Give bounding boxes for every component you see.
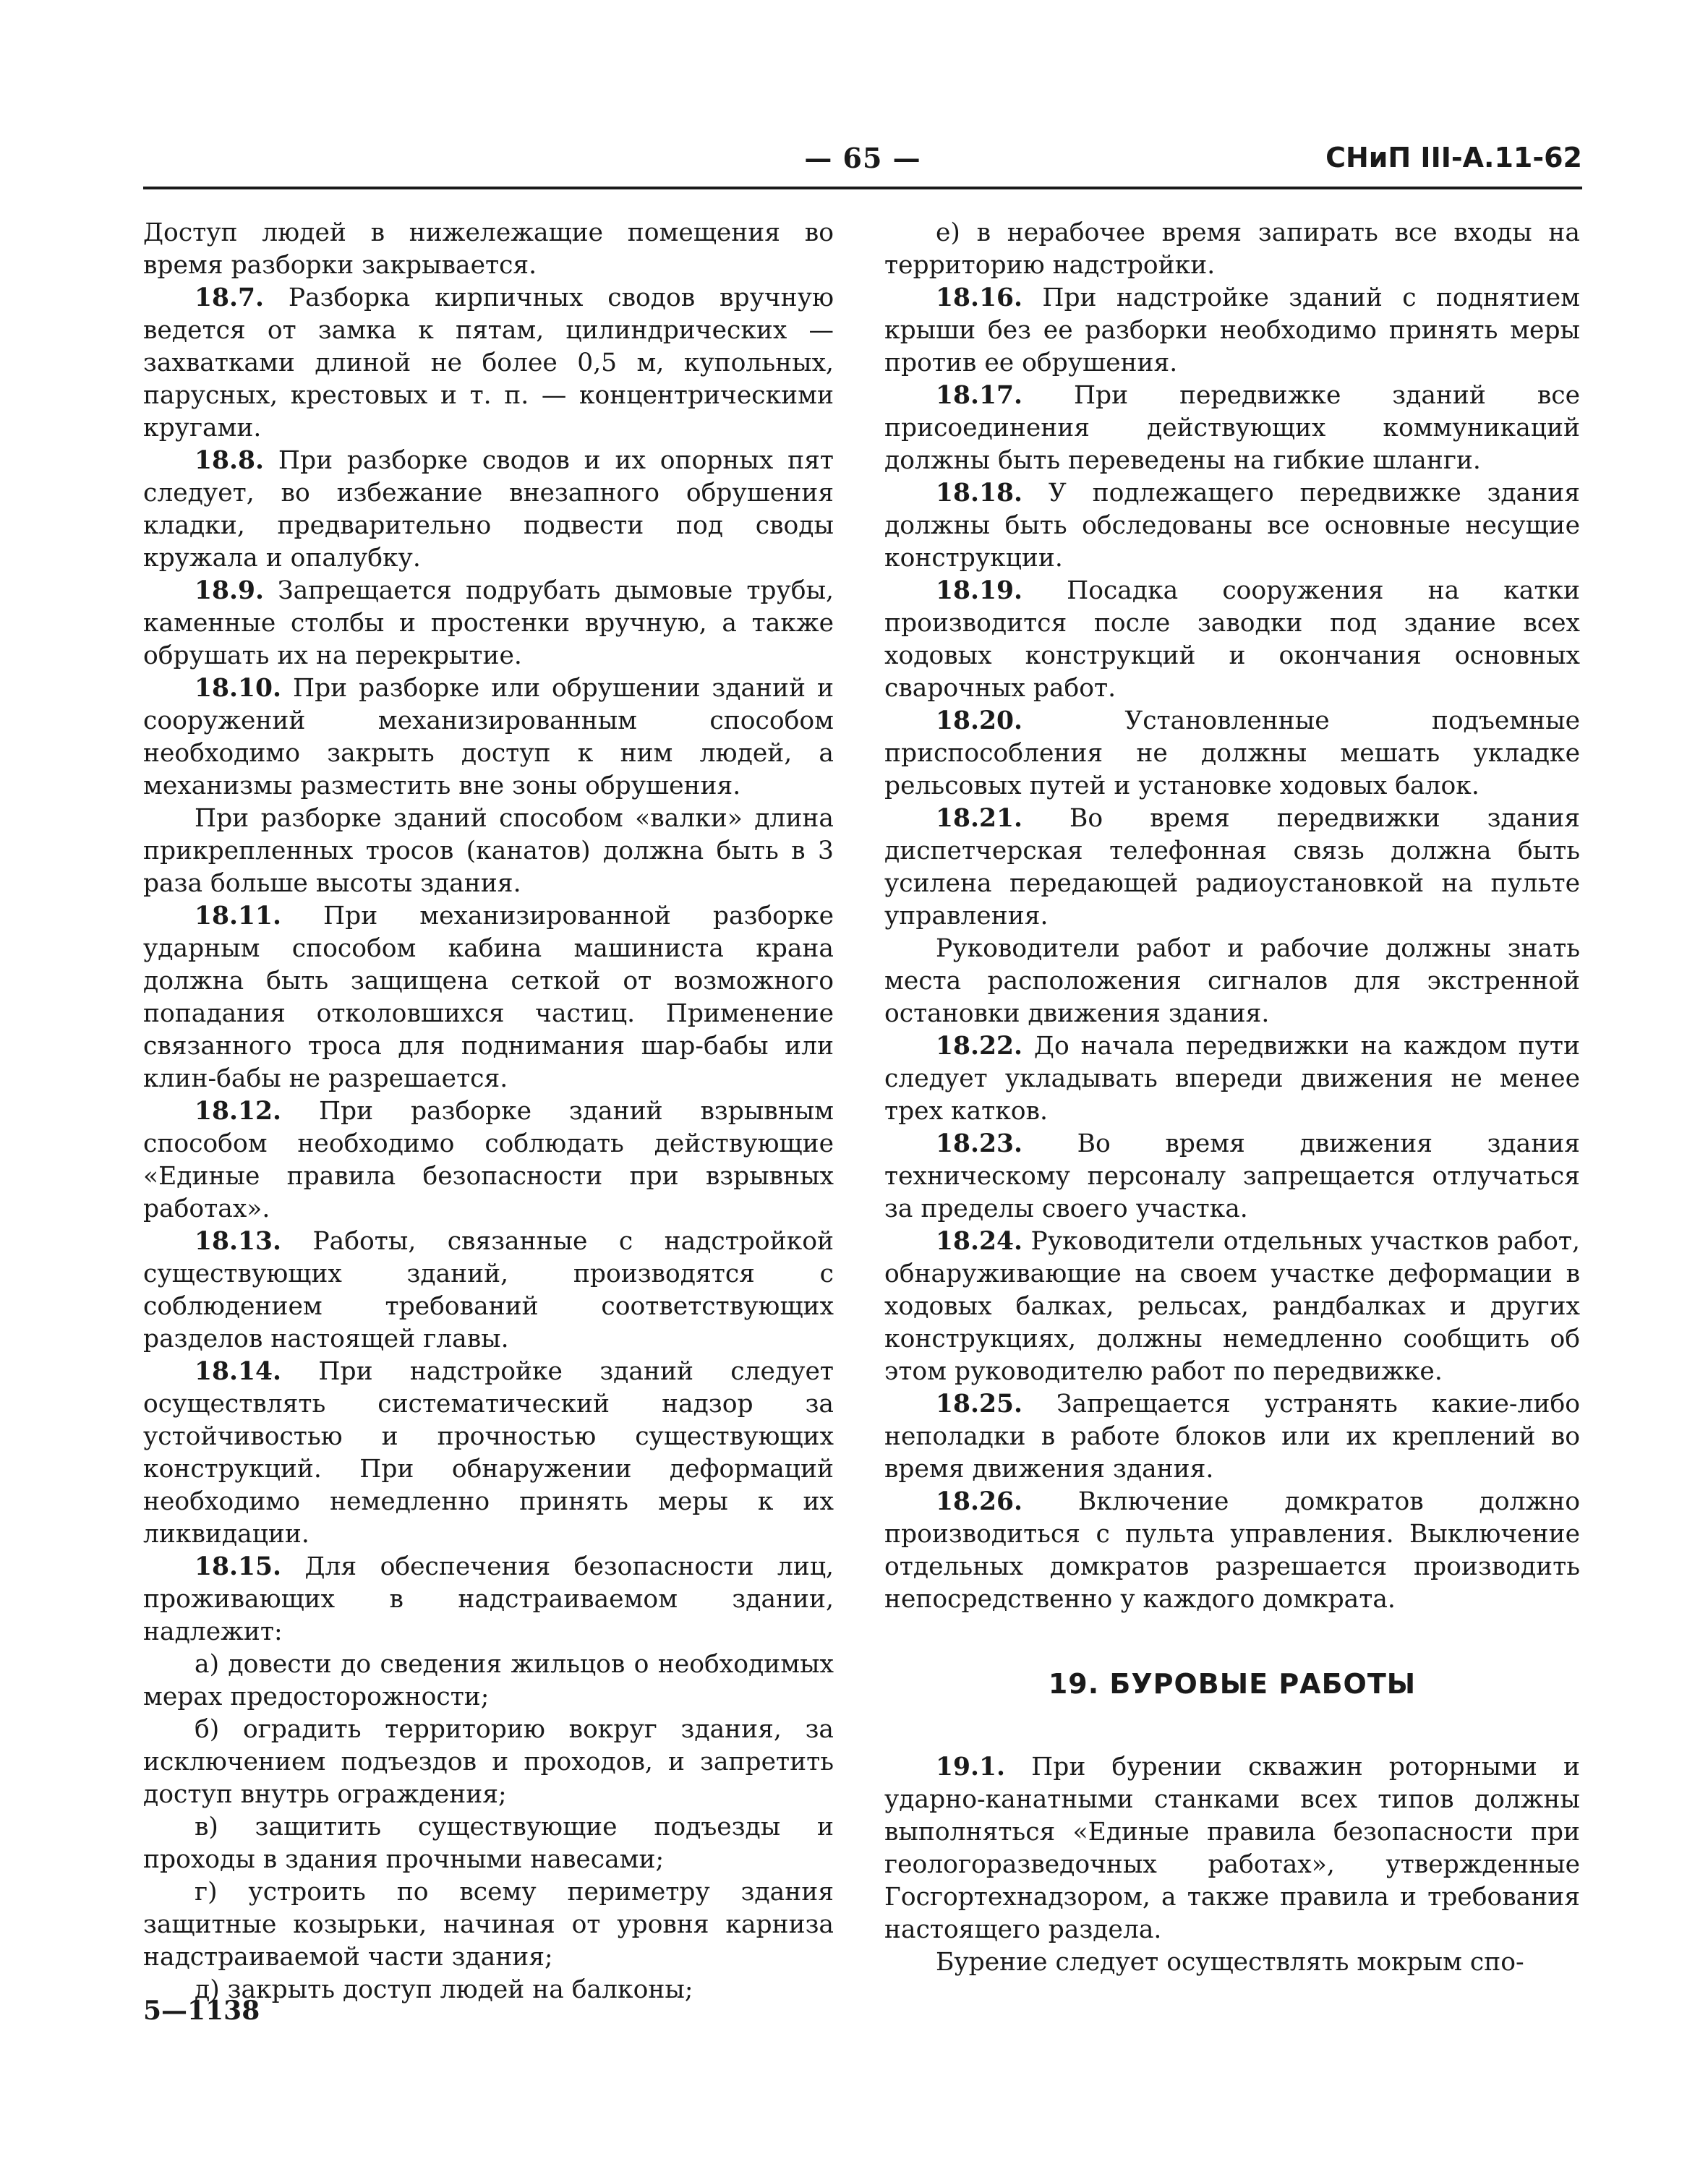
clause-number: 18.23. <box>936 1129 1023 1158</box>
clause-18-16 <box>884 282 1580 380</box>
clause-number: 18.12. <box>195 1097 282 1126</box>
list-item: д) закрыть доступ людей на балконы; <box>195 1975 693 2004</box>
clause-18-8 <box>143 445 834 575</box>
clause-text: До начала передвижки на каждом пути следует укладывать впереди движения не менее трех катков. <box>884 1032 1580 1126</box>
clause-number: 18.14. <box>195 1357 282 1386</box>
document-code: СНиП III-А.11-62 <box>1325 142 1582 174</box>
clause-text: При разборке сводов и их опорных пят следует, во избежание внезапного обрушения кладки, предварительно подвести под своды кружала и опалубку. <box>143 446 834 573</box>
list-item: е) в нерабочее время запирать все входы на территорию надстройки. <box>884 218 1580 280</box>
clause-text: При надстройке зданий с поднятием крыши без ее разборки необходимо принять меры против ее обрушения. <box>884 283 1580 377</box>
clause-text: Установленные подъемные приспособления не должны мешать укладке рельсовых путей и установке ходовых балок. <box>884 706 1580 800</box>
clause-text: Во время передвижки здания диспетчерская телефонная связь должна быть усилена передающей радиоустановкой на пульте управления. <box>884 804 1580 931</box>
page-number: — 65 — <box>804 142 921 174</box>
clause-number: 18.18. <box>936 479 1023 508</box>
clause-text: При разборке или обрушении зданий и сооружений механизированным способом необходимо закрыть доступ к ним людей, а механизмы разместить вне зоны обрушения. <box>143 674 834 800</box>
list-item: г) устроить по всему периметру здания защитные козырьки, начиная от уровня карниза надстраиваемой части здания; <box>143 1878 834 1972</box>
clause-number: 18.20. <box>936 706 1023 735</box>
clause-18-19 <box>884 575 1580 705</box>
clause-text: Включение домкратов должно производиться с пульта управления. Выключение отдельных домкратов разрешается производить непосредственно у каждого домкрата. <box>884 1487 1580 1614</box>
list-item: в) защитить существующие подъезды и проходы в здания прочными навесами; <box>143 1813 834 1874</box>
clause-18-21 <box>884 803 1580 933</box>
clause-number: 18.22. <box>936 1032 1023 1061</box>
clause-text: Запрещается устранять какие-либо неполадки в работе блоков или их креплений во время движения здания. <box>884 1390 1580 1484</box>
clause-number: 18.10. <box>195 674 282 703</box>
paragraph-text: Доступ людей в нижележащие помещения во время разборки закрывается. <box>143 218 834 280</box>
clause-number: 18.8. <box>195 446 265 475</box>
page-header <box>143 142 1582 185</box>
paragraph-text: При разборке зданий способом «валки» длина прикрепленных тросов (канатов) должна быть в 3 раза больше высоты здания. <box>143 804 834 898</box>
paragraph-text: Руководители работ и рабочие должны знать места расположения сигналов для экстренной остановки движения здания. <box>884 934 1580 1028</box>
right-column <box>884 217 1580 1979</box>
paragraph-text: Бурение следует осуществлять мокрым спо- <box>936 1948 1524 1977</box>
clause-text: При механизированной разборке ударным способом кабина машиниста крана должна быть защищена сеткой от возможного попадания отколовшихся частиц. Применение связанного троса для поднимания шар-бабы или клин-бабы не разрешается. <box>143 902 834 1093</box>
clause-number: 18.26. <box>936 1487 1023 1516</box>
clause-text: Работы, связанные с надстройкой существующих зданий, производятся с соблюдением требований соответствующих разделов настоящей главы. <box>143 1227 834 1353</box>
clause-18-7 <box>143 282 834 445</box>
list-item: б) оградить территорию вокруг здания, за исключением подъездов и проходов, и запретить доступ внутрь ограждения; <box>143 1715 834 1809</box>
left-column <box>143 217 834 2006</box>
clause-text: При разборке зданий взрывным способом необходимо соблюдать действующие «Единые правила безопасности при взрывных работах». <box>143 1097 834 1223</box>
clause-18-22 <box>884 1030 1580 1128</box>
clause-text: Руководители отдельных участков работ, обнаруживающие на своем участке деформации в ходовых балках, рельсах, рандбалках и других конструкциях, должны немедленно сообщить об этом руководителю работ по передвижке. <box>884 1227 1580 1386</box>
clause-number: 18.19. <box>936 576 1023 605</box>
clause-18-12 <box>143 1095 834 1226</box>
clause-18-18 <box>884 477 1580 575</box>
clause-18-9 <box>143 575 834 672</box>
header-rule <box>143 187 1582 189</box>
paragraph <box>884 1946 1580 1979</box>
clause-18-25 <box>884 1388 1580 1486</box>
clause-text: При надстройке зданий следует осуществлять систематический надзор за устойчивостью и прочностью существующих конструкций. При обнаружении деформаций необходимо немедленно принять меры к их ликвидации. <box>143 1357 834 1549</box>
clause-number: 18.16. <box>936 283 1023 312</box>
clause-18-14 <box>143 1356 834 1551</box>
clause-text: Запрещается подрубать дымовые трубы, каменные столбы и простенки вручную, а также обрушать их на перекрытие. <box>143 576 834 670</box>
clause-text: Для обеспечения безопасности лиц, проживающих в надстраиваемом здании, надлежит: <box>143 1552 834 1646</box>
clause-number: 19.1. <box>936 1753 1006 1782</box>
clause-number: 18.13. <box>195 1227 282 1256</box>
signature-mark: 5—1138 <box>143 1996 260 2026</box>
clause-number: 18.24. <box>936 1227 1023 1256</box>
paragraph <box>884 933 1580 1030</box>
clause-18-26 <box>884 1486 1580 1616</box>
clause-number: 18.25. <box>936 1390 1023 1419</box>
clause-19-1 <box>884 1751 1580 1946</box>
section-title: 19. БУРОВЫЕ РАБОТЫ <box>1048 1668 1417 1700</box>
clause-18-20 <box>884 705 1580 803</box>
clause-text: При передвижке зданий все присоединения действующих коммуникаций должны быть переведены на гибкие шланги. <box>884 381 1580 475</box>
clause-number: 18.21. <box>936 804 1023 833</box>
clause-number: 18.11. <box>195 902 282 931</box>
clause-18-15 <box>143 1551 834 1648</box>
clause-text: Разборка кирпичных сводов вручную ведется от замка к пятам, цилиндрических — захватками длиной не более 0,5 м, купольных, парусных, крестовых и т. п. — концентрическими кругами. <box>143 283 834 442</box>
clause-18-10 <box>143 672 834 803</box>
clause-18-11 <box>143 900 834 1095</box>
clause-number: 18.15. <box>195 1552 282 1581</box>
clause-18-13 <box>143 1226 834 1356</box>
paragraph <box>143 217 834 282</box>
clause-18-23 <box>884 1128 1580 1226</box>
clause-number: 18.9. <box>195 576 265 605</box>
clause-text: Посадка сооружения на катки производится после заводки под здание всех ходовых конструкций и окончания основных сварочных работ. <box>884 576 1580 703</box>
clause-number: 18.17. <box>936 381 1023 410</box>
clause-text: Во время движения здания техническому персоналу запрещается отлучаться за пределы своего участка. <box>884 1129 1580 1223</box>
clause-text: У подлежащего передвижке здания должны быть обследованы все основные несущие конструкции. <box>884 479 1580 573</box>
clause-18-24 <box>884 1226 1580 1388</box>
clause-number: 18.7. <box>195 283 265 312</box>
list-item: а) довести до сведения жильцов о необходимых мерах предосторожности; <box>143 1650 834 1711</box>
paragraph <box>143 803 834 900</box>
clause-text: При бурении скважин роторными и ударно-канатными станками всех типов должны выполняться «Единые правила безопасности при геологоразведочных работах», утвержденные Госгортехнадзором, а также правила и требования настоящего раздела. <box>884 1753 1580 1944</box>
clause-18-17 <box>884 380 1580 477</box>
